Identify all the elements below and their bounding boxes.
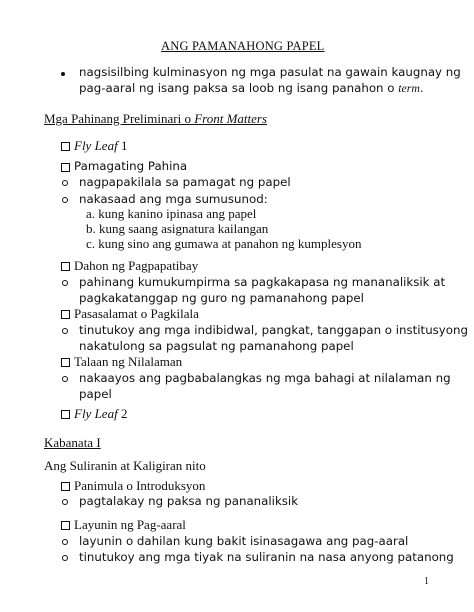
checkbox-square-icon xyxy=(61,142,70,151)
bullet-icon xyxy=(61,72,65,76)
item-dahon: Dahon ng Pagpapatibay xyxy=(74,258,199,273)
circle-bullet-icon xyxy=(62,197,68,203)
fly-leaf-number: 2 xyxy=(117,406,128,421)
intro-line-1: nagsisilbing kulminasyon ng mga pasulat na gawain kaugnay ng xyxy=(79,65,461,79)
checkbox-square-icon xyxy=(61,482,70,491)
checkbox-square-icon xyxy=(61,521,70,530)
item-desc: nagpapakilala sa pamagat ng papel xyxy=(79,175,291,189)
item-layunin: Layunin ng Pag-aaral xyxy=(74,517,186,532)
item-fly-leaf-2 xyxy=(74,406,127,421)
circle-bullet-icon xyxy=(62,539,68,545)
circle-bullet-icon xyxy=(62,328,68,334)
intro-line-2 xyxy=(79,81,424,96)
fly-leaf-label: Fly Leaf xyxy=(74,406,118,421)
circle-bullet-icon xyxy=(62,180,68,186)
checkbox-square-icon xyxy=(61,410,70,419)
page-title: ANG PAMANAHONG PAPEL xyxy=(161,39,325,53)
heading-italic: Front Matters xyxy=(194,111,268,126)
circle-bullet-icon xyxy=(62,280,68,286)
intro-text: pag-aaral ng isang paksa sa loob ng isang panahon o xyxy=(79,81,399,95)
item-pasasalamat: Pasasalamat o Pagkilala xyxy=(74,306,199,321)
sub-item-a: a. kung kanino ipinasa ang papel xyxy=(86,206,257,221)
checkbox-square-icon xyxy=(61,358,70,367)
circle-bullet-icon xyxy=(62,376,68,382)
item-pamagating-pahina: Pamagating Pahina xyxy=(74,159,188,173)
heading-text: Mga Pahinang Preliminari o xyxy=(44,111,195,126)
intro-term: term xyxy=(398,81,420,95)
item-desc: nakasaad ang mga sumusunod: xyxy=(79,192,268,206)
checkbox-square-icon xyxy=(61,262,70,271)
checkbox-square-icon xyxy=(61,163,70,172)
item-desc: nakaayos ang pagbabalangkas ng mga bahagi at nilalaman ng xyxy=(79,371,451,385)
sub-item-c: c. kung sino ang gumawa at panahon ng kumplesyon xyxy=(86,236,362,251)
sub-item-b: b. kung saang asignatura kailangan xyxy=(86,221,269,236)
checkbox-square-icon xyxy=(61,310,70,319)
item-desc: papel xyxy=(79,387,112,401)
item-desc: pahinang kumukumpirma sa pagkakapasa ng mananaliksik at xyxy=(79,275,446,289)
item-desc: layunin o dahilan kung bakit isinasagawa ang pag-aaral xyxy=(79,534,409,548)
item-fly-leaf-1 xyxy=(74,138,127,153)
item-panimula: Panimula o Introduksyon xyxy=(74,478,206,493)
section-heading-preliminary xyxy=(44,111,267,126)
item-talaan: Talaan ng Nilalaman xyxy=(74,354,183,369)
fly-leaf-label: Fly Leaf xyxy=(74,138,118,153)
item-desc: pagkakatanggap ng guro ng pamanahong papel xyxy=(79,291,364,305)
intro-period: . xyxy=(419,81,424,95)
item-desc: tinutukoy ang mga indibidwal, pangkat, tanggapan o institusyong xyxy=(79,323,468,337)
circle-bullet-icon xyxy=(62,555,68,561)
page-number: 1 xyxy=(424,576,429,587)
fly-leaf-number: 1 xyxy=(117,138,128,153)
subheading: Ang Suliranin at Kaligiran nito xyxy=(44,458,206,473)
circle-bullet-icon xyxy=(62,499,68,505)
item-desc: pagtalakay ng paksa ng pananaliksik xyxy=(79,494,299,508)
item-desc: tinutukoy ang mga tiyak na suliranin na nasa anyong patanong xyxy=(79,550,454,564)
item-desc: nakatulong sa pagsulat ng pamanahong papel xyxy=(79,339,354,353)
section-heading-kabanata: Kabanata I xyxy=(44,435,101,450)
